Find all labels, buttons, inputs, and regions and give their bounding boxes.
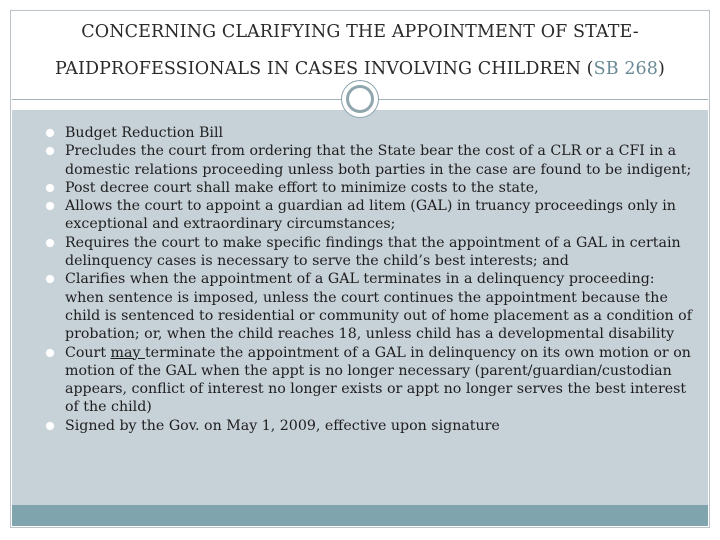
footer-bar — [12, 505, 708, 526]
bullet-icon — [46, 184, 54, 192]
bullet-text: Budget Reduction Bill — [65, 125, 224, 141]
bullet-icon — [46, 147, 54, 155]
bullet-text-post: terminate the appointment of a GAL in delinquency on its own motion or on motion of the GAL when the appt is no longer necessary (parent/guardian/custodian appears, conflict of interest no longer exists or appt no longer serves the best interest of the child) — [65, 344, 691, 416]
bullet-text-underlined: may — [110, 344, 145, 361]
bullet-icon — [46, 422, 54, 430]
bullet-text-pre: Court — [65, 344, 111, 361]
list-item — [12, 234, 708, 271]
title-line-2-text: PAIDPROFESSIONALS IN CASES INVOLVING CHILDREN ( — [55, 59, 594, 79]
bullet-icon — [46, 239, 54, 247]
title-line-2-close: ) — [658, 59, 665, 79]
bullet-icon — [46, 349, 54, 357]
list-item — [12, 417, 708, 435]
bullet-text: Post decree court shall make effort to minimize costs to the state, — [65, 179, 539, 196]
bullet-text: Allows the court to appoint a guardian ad litem (GAL) in truancy proceedings only in exceptional and extraordinary circumstances; — [65, 198, 676, 233]
slide-title — [12, 14, 708, 88]
list-item — [12, 142, 708, 179]
list-item — [12, 344, 708, 417]
ring-ornament-icon — [341, 80, 379, 118]
title-line-1: CONCERNING CLARIFYING THE APPOINTMENT OF STATE- — [81, 22, 639, 42]
bullet-text: Clarifies when the appointment of a GAL terminates in a delinquency proceeding: when sentence is imposed, unless the court continues the appointment because the child is sentenced to residential or community out of home placement as a condition of probation; or, when the child reaches 18, unless child has a developmental disability — [65, 271, 692, 343]
bill-number: SB 268 — [593, 59, 659, 79]
list-item — [12, 197, 708, 234]
ring-ornament-inner — [346, 85, 374, 113]
list-item — [12, 270, 708, 343]
list-item — [12, 179, 708, 197]
list-item — [12, 124, 708, 142]
bullet-icon — [46, 202, 54, 210]
bullet-text: Signed by the Gov. on May 1, 2009, effective upon signature — [65, 417, 500, 434]
bullet-icon — [46, 275, 54, 283]
bullet-list — [12, 124, 708, 435]
bullet-text: Requires the court to make specific findings that the appointment of a GAL in certain delinquency cases is necessary to serve the child’s best interests; and — [65, 234, 681, 270]
bullet-text: Precludes the court from ordering that the State bear the cost of a CLR or a CFI in a domestic relations proceeding unless both parties in the case are found to be indigent; — [65, 143, 692, 178]
content-panel — [12, 110, 708, 505]
bullet-icon — [46, 129, 54, 137]
